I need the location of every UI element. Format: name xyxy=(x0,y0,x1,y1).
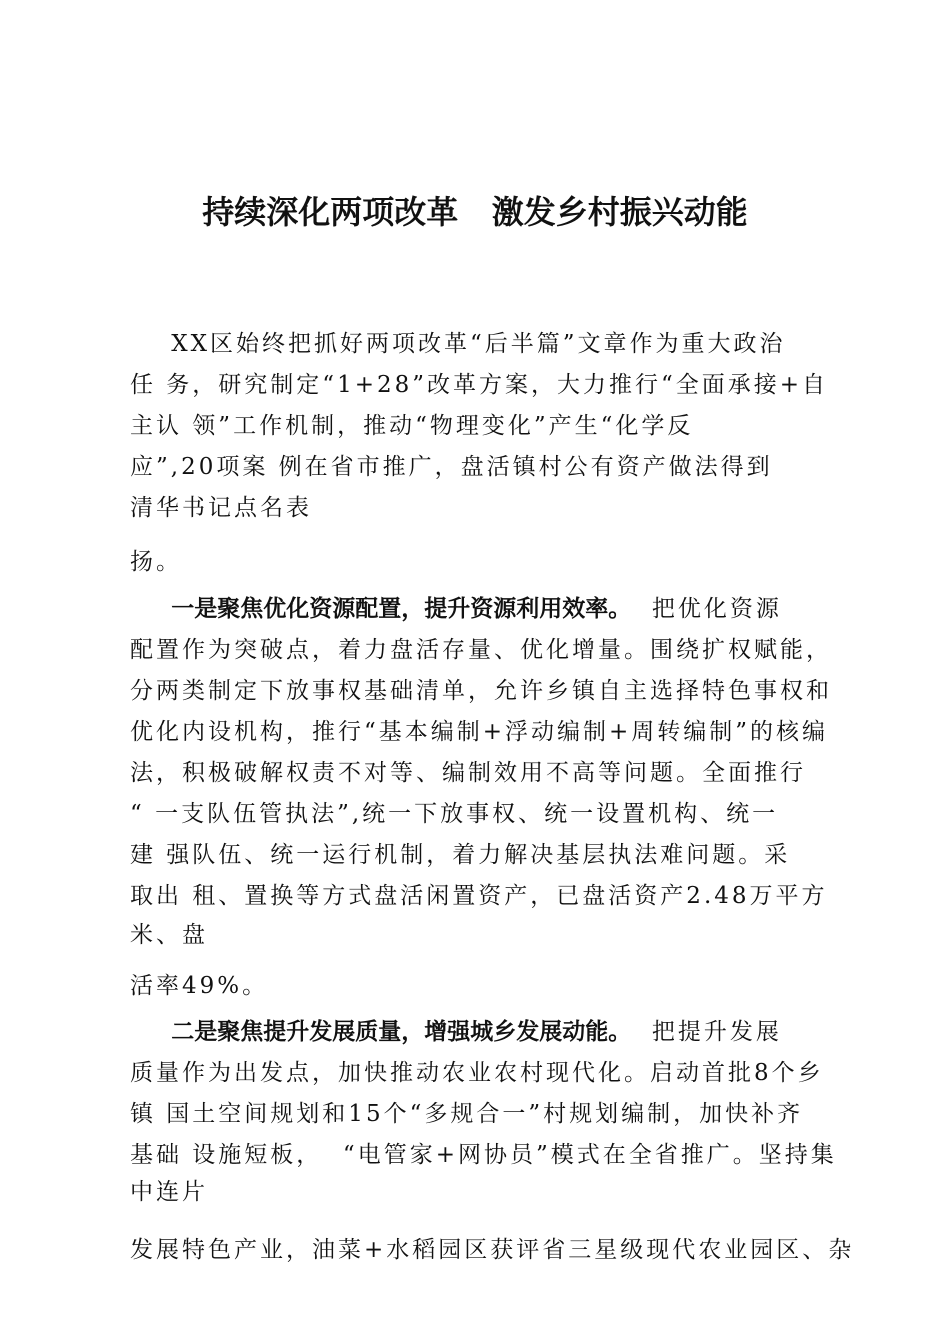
section1-line: 优化内设机构，推行“基本编制+浮动编制+周转编制”的核编 xyxy=(130,719,829,745)
intro-line: 清华书记点名表 xyxy=(130,495,312,521)
section1-line: “ 一支队伍管执法”,统一下放事权、统一设置机构、统一 xyxy=(130,801,779,827)
section2-heading: 二是聚焦提升发展质量，增强城乡发展动能。 xyxy=(171,1019,632,1045)
section1-line: 米、盘 xyxy=(130,922,208,948)
section2-line: 中连片 xyxy=(130,1179,208,1205)
section2-line: 基础 设施短板， “电管家+网协员”模式在全省推广。坚持集 xyxy=(130,1142,837,1168)
section1-line: 取出 租、置换等方式盘活闲置资产，已盘活资产2.48万平方 xyxy=(130,883,828,909)
section2-line: 发展特色产业，油菜+水稻园区获评省三星级现代农业园区、杂 xyxy=(130,1237,855,1263)
section2-first-line xyxy=(130,1017,782,1047)
intro-line: 主认 领”工作机制，推动“物理变化”产生“化学反 xyxy=(130,413,694,439)
section1-line: 活率49%。 xyxy=(130,973,269,999)
indent xyxy=(130,1019,171,1045)
section2-line: 镇 国土空间规划和15个“多规合一”村规划编制，加快补齐 xyxy=(130,1101,804,1127)
intro-line: 应”,20项案 例在省市推广，盘活镇村公有资产做法得到 xyxy=(130,454,773,480)
section2-text: 把提升发展 xyxy=(631,1019,782,1045)
section1-text: 把优化资源 xyxy=(631,596,782,622)
indent xyxy=(130,596,171,622)
section1-line: 建 强队伍、统一运行机制，着力解决基层执法难问题。采 xyxy=(130,842,791,868)
section1-line: 法，积极破解权责不对等、编制效用不高等问题。全面推行 xyxy=(130,760,806,786)
intro-line: 扬。 xyxy=(130,549,182,575)
section1-line: 分两类制定下放事权基础清单，允许乡镇自主选择特色事权和 xyxy=(130,678,832,704)
section1-line: 配置作为突破点，着力盘活存量、优化增量。围绕扩权赋能， xyxy=(130,637,832,663)
section1-heading: 一是聚焦优化资源配置，提升资源利用效率。 xyxy=(171,596,632,622)
section1-first-line xyxy=(130,594,782,624)
intro-line: 任 务，研究制定“1+28”改革方案，大力推行“全面承接+自 xyxy=(130,372,829,398)
intro-line: XX区始终把抓好两项改革“后半篇”文章作为重大政治 xyxy=(130,331,786,357)
document-title: 持续深化两项改革 激发乡村振兴动能 xyxy=(202,193,748,231)
section2-line: 质量作为出发点，加快推动农业农村现代化。启动首批8个乡 xyxy=(130,1060,824,1086)
